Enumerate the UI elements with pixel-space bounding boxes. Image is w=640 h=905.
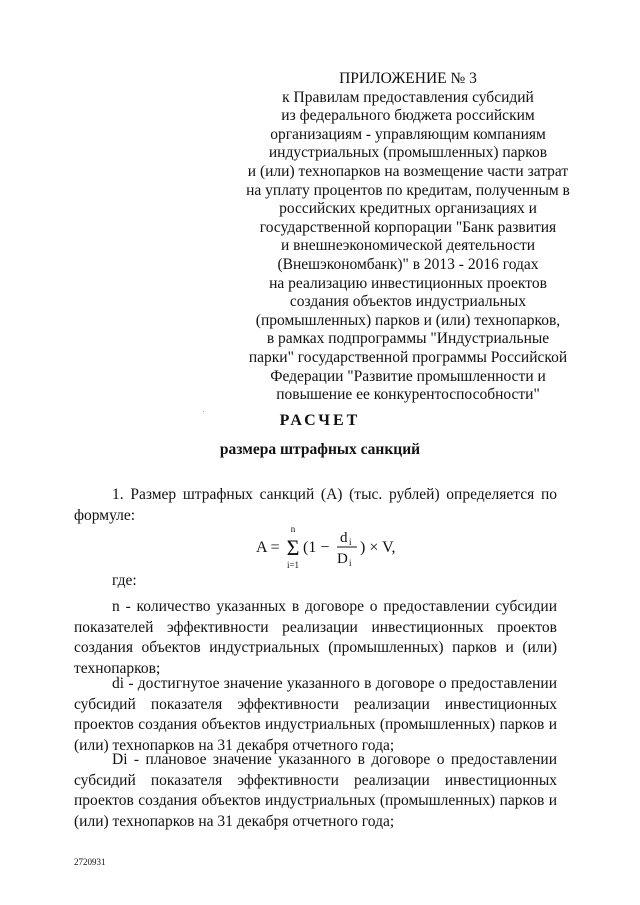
formula-svg bbox=[256, 524, 456, 574]
formula-lhs: A = bbox=[256, 539, 280, 556]
formula-denominator-sub: i bbox=[349, 558, 352, 568]
paragraph-1 bbox=[74, 485, 557, 526]
formula-numerator: d bbox=[340, 530, 348, 546]
formula-sum-bottom: i=1 bbox=[286, 560, 300, 570]
document-title: РАСЧЕТ bbox=[279, 412, 361, 429]
appendix-line: организациям - управляющим компаниям bbox=[270, 125, 546, 143]
definition-line: n - количество указанных в договоре о предоставлении субсидии bbox=[112, 598, 557, 615]
definition-line: технопарков; bbox=[74, 659, 161, 677]
definition-line: di - достигнутое значение указанного в договоре о предоставлении bbox=[112, 675, 557, 692]
definition-line: (или) технопарков на 31 декабря отчетного года; bbox=[74, 736, 395, 754]
formula-numerator-sub: i bbox=[349, 537, 352, 547]
appendix-header bbox=[238, 70, 578, 405]
paragraph-line: формуле: bbox=[74, 506, 136, 524]
appendix-line: к Правилам предоставления субсидий bbox=[282, 88, 534, 106]
definition-line: показателей эффективности реализации инвестиционных проектов bbox=[74, 618, 557, 636]
definition-line: проектов создания объектов индустриальных (промышленных) парков и bbox=[74, 716, 557, 733]
appendix-line: российских кредитных организациях и bbox=[279, 200, 537, 218]
appendix-line: и внешнеэкономической деятельности bbox=[280, 237, 536, 255]
formula-tail: ) × V, bbox=[360, 539, 396, 556]
definition-line: проектов создания объектов индустриальных (промышленных) парков и bbox=[74, 792, 557, 809]
appendix-line: индустриальных (промышленных) парков bbox=[268, 144, 548, 162]
definition-line: субсидий показателя эффективности реализации инвестиционных bbox=[74, 771, 557, 789]
definition-n bbox=[74, 597, 557, 679]
definition-di bbox=[74, 674, 557, 756]
definition-line: субсидий показателя эффективности реализации инвестиционных bbox=[74, 695, 557, 713]
definition-line: создания объектов индустриальных (промышленных) парков и (или) bbox=[74, 639, 557, 656]
formula-paren-open: (1 − bbox=[303, 539, 330, 556]
where-label: где: bbox=[112, 572, 137, 589]
appendix-line: создания объектов индустриальных bbox=[289, 293, 527, 311]
appendix-line: парки" государственной программы Российской bbox=[248, 348, 568, 366]
appendix-line: Федерации "Развитие промышленности и bbox=[270, 367, 546, 385]
document-subtitle: размера штрафных санкций bbox=[219, 441, 421, 458]
appendix-line: и (или) технопарков на возмещение части затрат bbox=[247, 162, 569, 180]
appendix-heading: ПРИЛОЖЕНИЕ № 3 bbox=[339, 70, 477, 87]
appendix-line: на реализацию инвестиционных проектов bbox=[269, 274, 547, 292]
appendix-line: повышение ее конкурентоспособности" bbox=[276, 386, 540, 404]
appendix-line: в рамках подпрограммы "Индустриальные bbox=[266, 330, 550, 348]
appendix-line: государственной корпорации "Банк развития bbox=[259, 218, 557, 236]
appendix-line: (промышленных) парков и (или) технопарков, bbox=[255, 311, 561, 329]
formula-sum-top: n bbox=[290, 524, 296, 534]
formula-sigma: Σ bbox=[286, 535, 300, 560]
appendix-line: из федерального бюджета российским bbox=[281, 107, 535, 125]
penalty-formula bbox=[256, 524, 456, 574]
formula-denominator: D bbox=[337, 551, 348, 567]
appendix-line: на уплату процентов по кредитам, полученным в bbox=[246, 181, 570, 199]
definition-line: Di - плановое значение указанного в договоре о предоставлении bbox=[112, 751, 557, 768]
document-code: 2720931 bbox=[74, 857, 106, 867]
where-label-block bbox=[74, 571, 557, 592]
definition-Di bbox=[74, 750, 557, 832]
definition-line: (или) технопарков на 31 декабря отчетного года; bbox=[74, 812, 395, 830]
appendix-line: (Внешэкономбанк)" в 2013 - 2016 годах bbox=[277, 255, 539, 273]
paragraph-line: 1. Размер штрафных санкций (А) (тыс. рублей) определяется по bbox=[112, 486, 557, 503]
